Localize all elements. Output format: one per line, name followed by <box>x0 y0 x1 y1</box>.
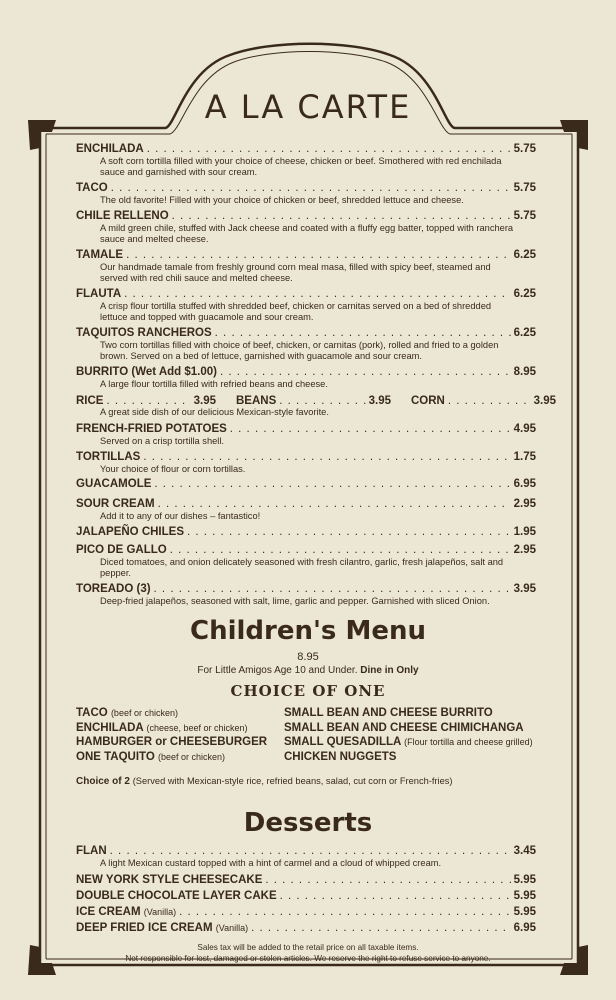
item-price: 6.25 <box>513 327 536 339</box>
item-description: A large flour tortilla filled with refried beans and cheese. <box>100 379 328 389</box>
item-price: 6.25 <box>513 249 536 261</box>
kids-item: HAMBURGER or CHEESEBURGER <box>76 736 268 748</box>
item-price: 6.95 <box>513 478 536 490</box>
kids-item: ONE TAQUITO (beef or chicken) <box>76 750 226 763</box>
sides-description: A great side dish of our delicious Mexican-style favorite. <box>100 407 329 417</box>
choice-two-text: (Served with Mexican-style rice, refried beans, salad, cut corn or French-fries) <box>132 776 453 786</box>
item-name: JALAPEÑO CHILES <box>76 526 184 538</box>
rice-name: RICE <box>76 395 104 407</box>
menu-item-jalapeno-chiles <box>76 525 536 539</box>
menu-item-tortillas <box>76 450 536 475</box>
dessert-deep-fried-ice-cream: DEEP FRIED ICE CREAM (Vanilla) . . . 6.95 <box>76 921 536 935</box>
item-price: 4.95 <box>513 423 536 435</box>
kids-left-column <box>76 706 267 764</box>
item-description: Your choice of flour or corn tortillas. <box>100 464 246 474</box>
item-name: ENCHILADA <box>76 143 144 155</box>
menu-item-chile-relleno <box>76 209 536 245</box>
desserts-heading: Desserts <box>243 808 373 838</box>
item-name: TOREADO (3) <box>76 583 151 595</box>
page-title: A LA CARTE <box>204 88 412 126</box>
item-name: GUACAMOLE <box>76 478 152 490</box>
item-description: Two corn tortillas filled with choice of beef, chicken, or carnitas (pork), rolled and fried to a golden brown. Served on a bed of lettuce, garnished with guacamole and sour cream. <box>100 340 499 361</box>
dessert-cheesecake: NEW YORK STYLE CHEESECAKE . . . 5.95 <box>76 873 536 887</box>
item-name: TORTILLAS <box>76 451 141 463</box>
item-description: The old favorite! Filled with your choice of chicken or beef, shredded lettuce and cheese. <box>100 195 464 205</box>
dessert-chocolate-cake: DOUBLE CHOCOLATE LAYER CAKE . . . 5.95 <box>76 889 536 903</box>
menu-item-pico-de-gallo <box>76 543 536 579</box>
item-price: 5.75 <box>513 143 536 155</box>
choice-two-label: Choice of 2 <box>76 776 130 787</box>
item-name: FRENCH-FRIED POTATOES <box>76 423 227 435</box>
menu-item-enchilada <box>76 142 536 178</box>
kids-item: TACO (beef or chicken) <box>76 707 178 719</box>
corn-name: CORN <box>411 395 445 407</box>
item-name: TACO <box>76 182 108 194</box>
childrens-menu-heading: Children's Menu <box>189 616 426 646</box>
kids-item: SMALL BEAN AND CHEESE CHIMICHANGA <box>284 721 524 734</box>
item-name: PICO DE GALLO <box>76 544 167 556</box>
item-name: CHILE RELLENO <box>76 210 169 222</box>
childrens-menu-note <box>0 665 616 676</box>
item-price: 3.95 <box>513 583 536 595</box>
choice-of-one: CHOICE OF ONE <box>230 682 386 700</box>
menu-item-flauta <box>76 287 536 323</box>
kids-item: CHICKEN NUGGETS <box>284 750 397 763</box>
kids-item: SMALL BEAN AND CHEESE BURRITO <box>284 707 493 719</box>
item-name: TAQUITOS RANCHEROS <box>76 327 212 339</box>
note-text: For Little Amigos Age 10 and Under. <box>197 665 358 676</box>
choice-of-two <box>76 774 453 790</box>
menu-item-toreado <box>76 582 536 607</box>
item-description: Our handmade tamale from freshly ground corn meal masa, filled with spicy beef, steamed and served with red chili sauce and melted cheese. <box>100 262 491 283</box>
rice-price: 3.95 <box>193 395 216 407</box>
menu-item-tamale <box>76 248 536 284</box>
item-description: Diced tomatoes, and onion delicately seasoned with fresh cilantro, garlic, fresh jalapeños, salt and pepper. <box>100 557 504 578</box>
item-name: SOUR CREAM <box>76 498 155 510</box>
item-name: TAMALE <box>76 249 124 261</box>
item-name: BURRITO (Wet Add $1.00) <box>76 366 217 378</box>
sides-row <box>76 394 556 408</box>
kids-right-column <box>284 706 533 764</box>
item-description: A crisp flour tortilla stuffed with shredded beef, chicken or carnitas served on a bed of shredded lettuce and topped with guacamole and sour cream. <box>100 301 492 322</box>
kids-item: ENCHILADA (cheese, beef or chicken) <box>76 721 248 734</box>
kids-item: SMALL QUESADILLA (Flour tortilla and cheese grilled) <box>284 736 533 748</box>
item-price: 5.75 <box>513 210 536 222</box>
item-name: FLAUTA <box>76 288 122 300</box>
item-price: 8.95 <box>513 366 536 378</box>
item-description: A soft corn tortilla filled with your choice of cheese, chicken or beef. Smothered with red enchilada sauce and garnished with sour cream. <box>100 156 502 177</box>
item-price: 2.95 <box>513 544 536 556</box>
item-price: 2.95 <box>513 498 536 510</box>
corn-price: 3.95 <box>533 395 556 407</box>
beans-price: 3.95 <box>368 395 391 407</box>
menu-item-taco <box>76 181 536 206</box>
item-description: A mild green chile, stuffed with Jack cheese and coated with a fluffy egg batter, topped with ranchera sauce and melted cheese. <box>100 223 514 244</box>
menu-item-burrito <box>76 365 536 390</box>
menu-item-guacamole <box>76 477 536 491</box>
item-description: Add it to any of our dishes – fantastico! <box>100 511 261 521</box>
item-price: 5.75 <box>513 182 536 194</box>
footer-disclaimer: Not responsible for lost, damaged or stolen articles. We reserve the right to refuse service to anyone. <box>125 954 491 963</box>
item-price: 1.75 <box>513 451 536 463</box>
dessert-ice-cream: ICE CREAM (Vanilla) . . . 5.95 <box>76 905 536 919</box>
menu-item-french-fries <box>76 422 536 447</box>
dessert-flan: FLAN . . . 3.45 A light Mexican custard topped with a hint of carmel and a cloud of whipped cream. <box>76 844 536 869</box>
menu-item-taquitos-rancheros <box>76 326 536 362</box>
dine-in-only: Dine in Only <box>360 665 419 676</box>
item-price: 1.95 <box>513 526 536 538</box>
menu-item-sour-cream <box>76 497 536 522</box>
item-description: Served on a crisp tortilla shell. <box>100 436 225 446</box>
item-description: Deep-fried jalapeños, seasoned with salt, lime, garlic and pepper. Garnished with sliced Onion. <box>100 596 490 606</box>
footer-tax-note: Sales tax will be added to the retail price on all taxable items. <box>197 943 419 952</box>
childrens-menu-price: 8.95 <box>297 651 319 663</box>
beans-name: BEANS <box>236 395 277 407</box>
item-price: 6.25 <box>513 288 536 300</box>
